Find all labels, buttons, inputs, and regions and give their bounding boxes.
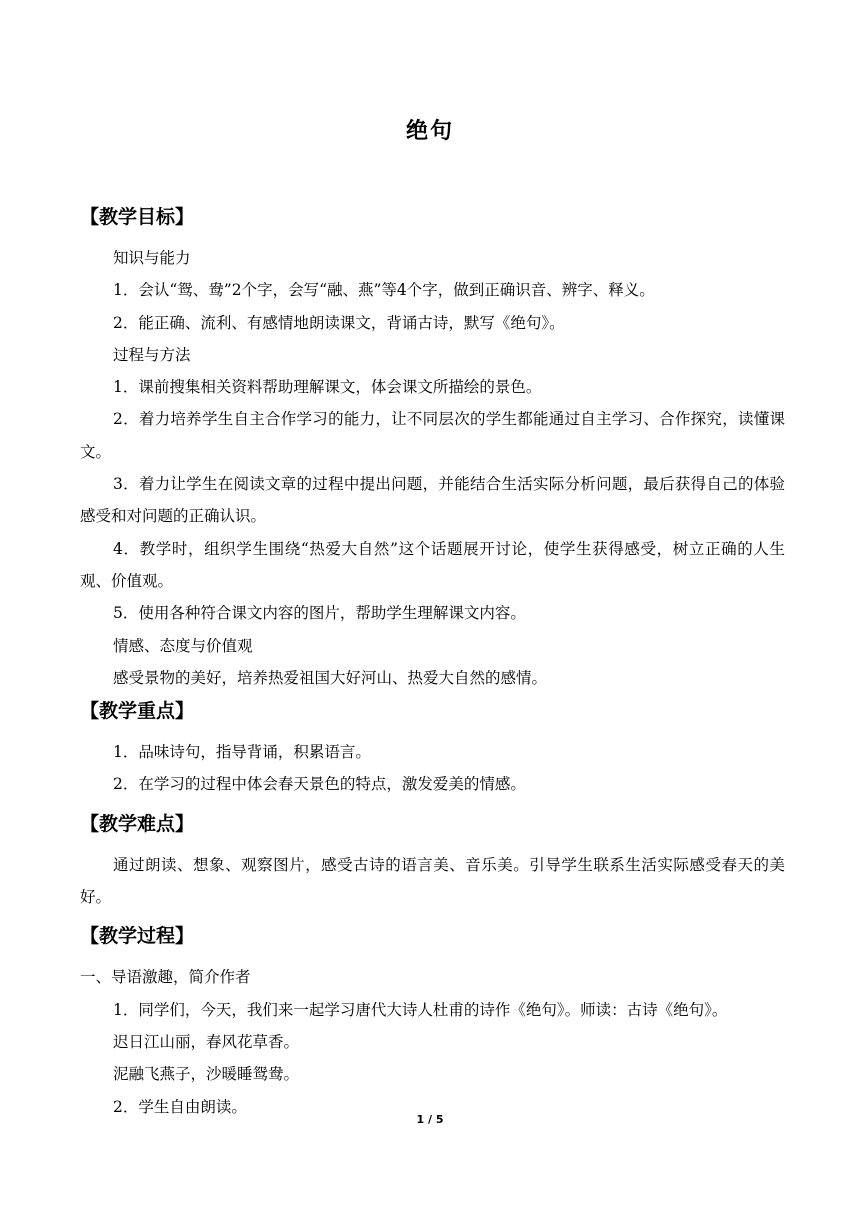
paragraph-process-2: 2．着力培养学生自主合作学习的能力，让不同层次的学生都能通过自主学习、合作探究，读懂课文。 [80, 410, 785, 461]
paragraph-knowledge-2: 2．能正确、流利、有感情地朗读课文，背诵古诗，默写《绝句》。 [113, 313, 565, 332]
document-title: 绝句 [405, 118, 454, 144]
paragraph-key-point-2: 2．在学习的过程中体会春天景色的特点，激发爱美的情感。 [113, 775, 526, 794]
paragraph-process-5: 5．使用各种符合课文内容的图片，帮助学生理解课文内容。 [113, 604, 526, 623]
paragraph-key-point-1: 1．品味诗句，指导背诵，积累语言。 [113, 743, 371, 762]
process-step-1: 一、导语激趣，简介作者 [80, 968, 251, 987]
section-heading-goals: 【教学目标】 [80, 206, 195, 228]
poem-line-2: 泥融飞燕子，沙暖睡鸳鸯。 [113, 1065, 300, 1084]
paragraph-process-step-2: 2．学生自由朗读。 [113, 1097, 247, 1116]
section-heading-key-points: 【教学重点】 [80, 700, 195, 723]
subheading-emotion: 情感、态度与价值观 [113, 636, 253, 655]
paragraph-process-1: 1．课前搜集相关资料帮助理解课文，体会课文所描绘的景色。 [113, 378, 542, 397]
paragraph-process-3: 3．着力让学生在阅读文章的过程中提出问题，并能结合生活实际分析问题，最后获得自己的体验感受和对问题的正确认识。 [80, 475, 785, 526]
paragraph-process-step-1: 1．同学们，今天，我们来一起学习唐代大诗人杜甫的诗作《绝句》。师读：古诗《绝句》。 [113, 1000, 728, 1019]
subheading-knowledge: 知识与能力 [113, 249, 191, 267]
subheading-process-method: 过程与方法 [113, 345, 191, 364]
poem-line-1: 迟日江山丽，春风花草香。 [113, 1032, 300, 1051]
paragraph-difficulty-1: 通过朗读、想象、观察图片，感受古诗的语言美、音乐美。引导学生联系生活实际感受春天的美好。 [80, 855, 785, 907]
page-number: 1 / 5 [416, 1113, 444, 1126]
paragraph-process-4: 4．教学时，组织学生围绕“热爱大自然”这个话题展开讨论，使学生获得感受，树立正确的人生观、价值观。 [80, 539, 785, 590]
paragraph-knowledge-1: 1．会认“鸳、鸯”2个字，会写“融、燕”等4个字，做到正确识音、辨字、释义。 [113, 281, 655, 300]
section-heading-process: 【教学过程】 [80, 925, 195, 948]
paragraph-emotion-1: 感受景物的美好，培养热爱祖国大好河山、热爱大自然的感情。 [113, 668, 548, 687]
section-heading-difficulties: 【教学难点】 [80, 812, 195, 835]
document-body [80, 200, 785, 1123]
